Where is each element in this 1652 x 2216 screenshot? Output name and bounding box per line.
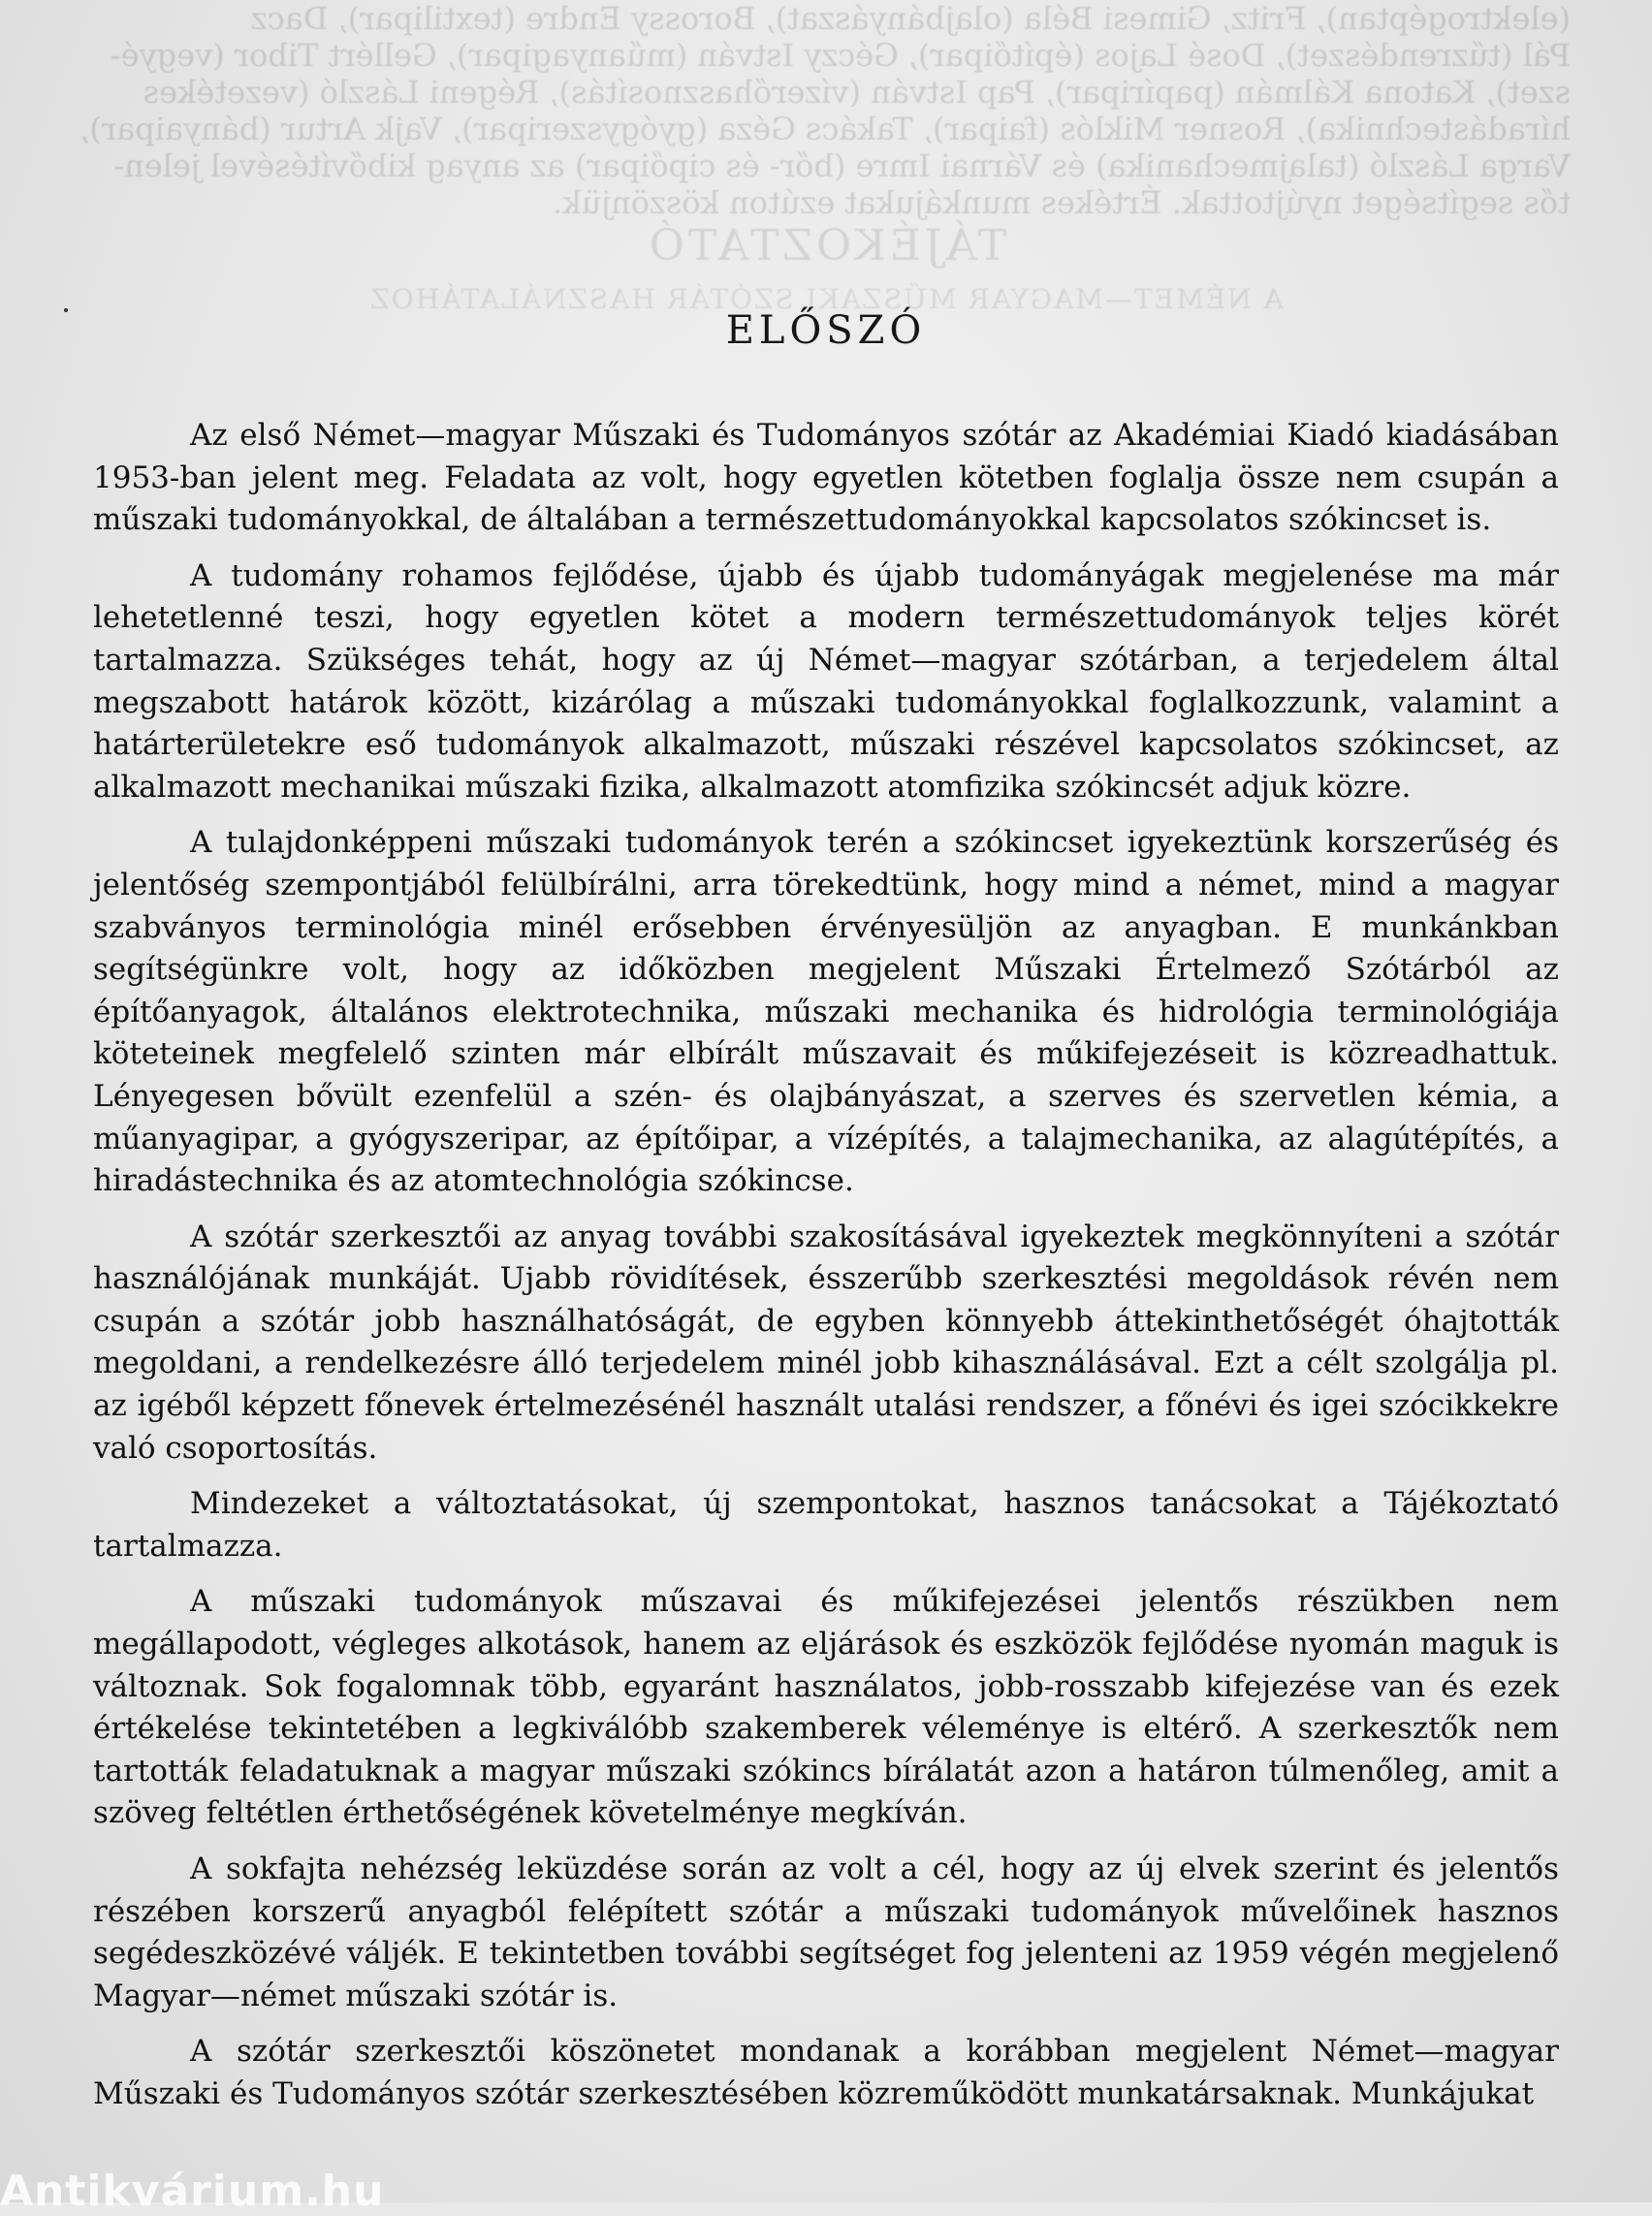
bleed-through-text: [58, 0, 1571, 221]
bleed-line: tős segítséget nyújtottak. Értékes munkájukat ezúton köszönjük.: [553, 184, 1571, 221]
watermark: Antikvárium.hu: [0, 2167, 385, 2216]
paragraph: A tulajdonképpeni műszaki tudományok terén a szókincset igyekeztünk korszerűség és jelentőség szempontjából felülbírálni, arra törekedtünk, hogy mind a német, mind a magyar szabványos terminológia minél erősebben érvényesüljön az anyagban. E munkánkban segítségünkre volt, hogy az időközben megjelent Műszaki Értelmező Szótárból az építőanyagok, általános elektrotechnika, műszaki mechanika és hidrológia terminológiája köteteinek megfelelő szinten már elbírált műszavait és műkifejezéseit is közreadhattuk. Lényegesen bővült ezenfelül a szén- és olajbányászat, a szerves és szervetlen kémia, a műanyagipar, a gyógyszeripar, az építőipar, a vízépítés, a talajmechanika, az alagútépítés, a hiradástechnika és az atomtechnológia szókincse.: [93, 825, 1559, 1199]
paragraph: A műszaki tudományok műszavai és műkifejezései jelentős részükben nem megállapodott, végleges alkotások, hanem az eljárások és eszközök fejlődése nyomán maguk is változnak. Sok fogalomnak több, egyaránt használatos, jobb-rosszabb kifejezése van és ezek értékelése tekintetében a legkiválóbb szakemberek véleménye is eltérő. A szerkesztők nem tartották feladatuknak a magyar műszaki szókincs bírálatát azon a határon túlmenőleg, amit a szöveg feltétlen érthetőségének követelménye megkíván.: [93, 1584, 1559, 1831]
paragraph: A sokfajta nehézség leküzdése során az volt a cél, hogy az új elvek szerint és jelentős részében korszerű anyagból felépített szótár a műszaki tudományok művelőinek hasznos segédeszközévé váljék. E tekintetben további segítséget fog jelenteni az 1959 végén megjelenő Magyar—német műszaki szótár is.: [93, 1852, 1559, 2013]
paragraph: Mindezeket a változtatásokat, új szempontokat, hasznos tanácsokat a Tájékoztató tartalmazza.: [93, 1486, 1559, 1564]
paragraph: A szótár szerkesztői az anyag további szakosításával igyekeztek megkönnyíteni a szótár használójának munkáját. Ujabb rövidítések, ésszerűbb szerkesztési megoldások révén nem csupán a szótár jobb használhatóságát, de egyben könnyebb áttekinthetőségét óhajtották megoldani, a rendelkezésre álló terjedelem minél jobb kihasználásával. Ezt a célt szolgálja pl. az igéből képzett főnevek értelmezésénél használt utalási rendszer, a főnévi és igei szócikkekre való csoportosítás.: [93, 1219, 1559, 1466]
bleed-through-title: TÁJÉKOZTATÓ: [645, 221, 1007, 270]
bleed-line: szet), Katona Kálmán (papíripar), Pap István (vízerőhasznosítás), Régeni László (vezetékes: [143, 74, 1571, 111]
paragraph: A szótár szerkesztői köszönetet mondanak a korábban megjelent Német—magyar Műszaki és Tudományos szótár szerkesztésében közreműködött munkatársaknak. Munkájukat: [93, 2034, 1559, 2111]
bleed-through-subtitle: A NÉMET—MAGYAR MŰSZAKI SZÓTÁR HASZNÁLATÁHOZ: [368, 283, 1284, 315]
bleed-line: Varga László (talajmechanika) és Várnai Imre (bőr- és cipőipar) az anyag kibővítésével jelen-: [113, 147, 1571, 184]
foreword-body: [93, 415, 1559, 2130]
page-title: ELŐSZÓ: [725, 308, 927, 353]
bleed-line: Pál (tűzrendészet), Dosé Lajos (építőipar), Géczy István (műanyagipar), Gellért Tibor (vegyé-: [110, 37, 1571, 74]
bleed-line: híradástechnika), Rosner Miklós (faipar), Takács Géza (gyógyszeripar), Vajk Artur (bányaipar),: [79, 111, 1571, 147]
paragraph: Az első Német—magyar Műszaki és Tudományos szótár az Akadémiai Kiadó kiadásában 1953-ban jelent meg. Feladata az volt, hogy egyetlen kötetben foglalja össze nem csupán a műszaki tudományokkal, de általában a természettudományokkal kapcsolatos szókincset is.: [93, 418, 1559, 538]
bleed-line: (elektrogéptan), Fritz, Gimesi Béla (olajbányászat), Borossy Endre (textilipar), Dacz: [250, 0, 1571, 37]
paragraph: A tudomány rohamos fejlődése, újabb és újabb tudományágak megjelenése ma már lehetetlenné teszi, hogy egyetlen kötet a modern természettudományok teljes körét tartalmazza. Szükséges tehát, hogy az új Német—magyar szótárban, a terjedelem által megszabott határok között, kizárólag a műszaki tudományokkal foglalkozzunk, valamint a határterületekre eső tudományok alkalmazott, műszaki részével kapcsolatos szókincset, az alkalmazott mechanikai műszaki fizika, alkalmazott atomfizika szókincsét adjuk közre.: [93, 557, 1559, 805]
